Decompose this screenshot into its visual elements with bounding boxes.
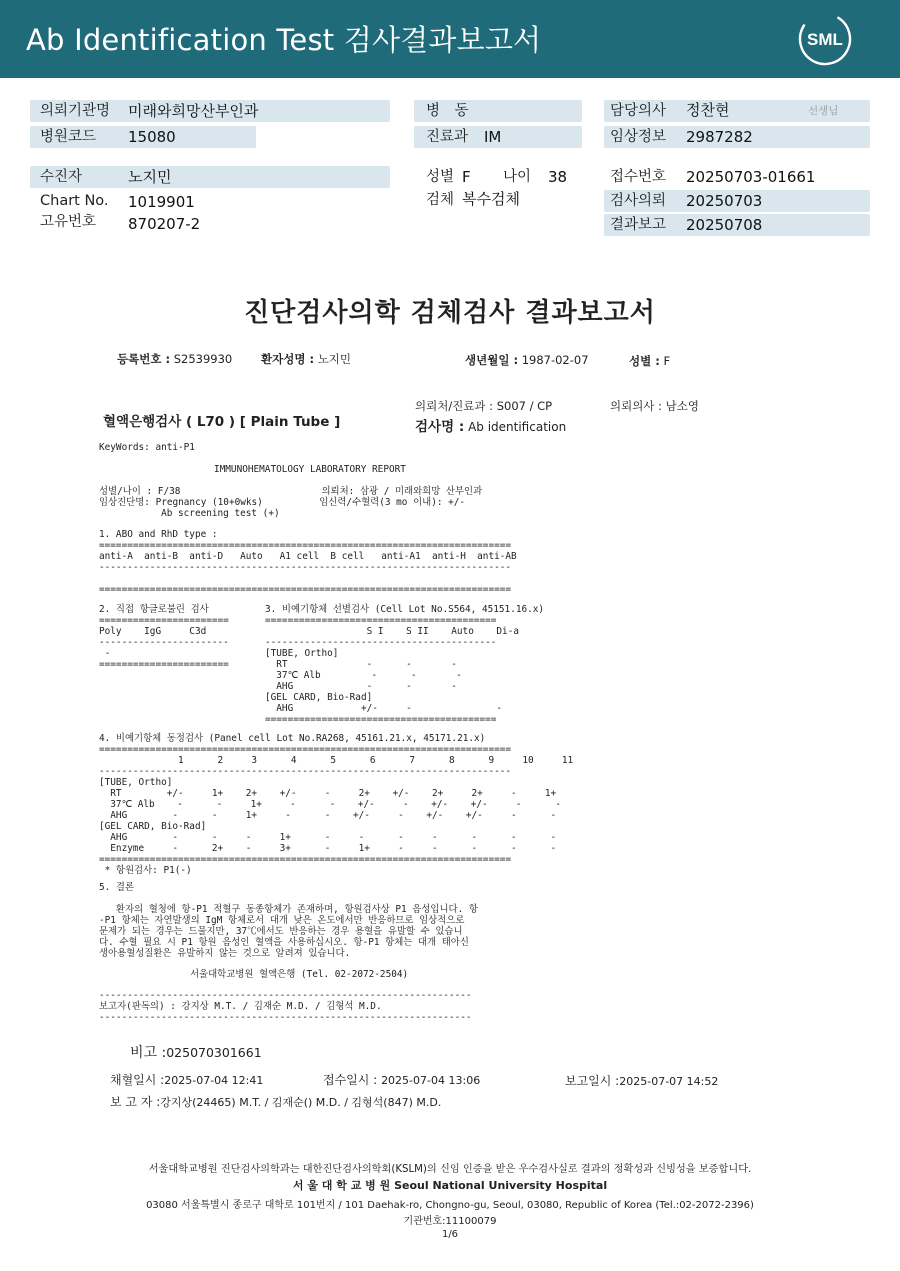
header-bar bbox=[0, 0, 900, 78]
department-label: 진료과 bbox=[426, 129, 469, 145]
patient-clinical-block: 성별/나이 : F/38 의뢰처: 삼광 / 미래와희망 산부인과 임상진단명: Pregnancy (10+0wks) 임신력/수혈력(3 mo 이내): +/- Ab screening test (+) bbox=[99, 486, 483, 519]
referrer: 의뢰처/진료과 : S007 / CP bbox=[415, 399, 553, 413]
unique-label: 고유번호 bbox=[40, 214, 97, 230]
request-label: 검사의뢰 bbox=[610, 193, 667, 209]
report-label: 결과보고 bbox=[610, 217, 667, 233]
hospital-address: 03080 서울특별시 종로구 대학로 101번지 / 101 Daehak-ro, Chongno-gu, Seoul, 03080, Republic of Korea (Tel.:02-2072-2396) bbox=[146, 1200, 754, 1211]
date-of-birth: 생년월일 : 1987-02-07 bbox=[465, 353, 589, 367]
patient-row-bg bbox=[30, 166, 390, 188]
clinical-value: 2987282 bbox=[686, 128, 753, 146]
document-title: 진단검사의학 검체검사 결과보고서 bbox=[244, 298, 656, 328]
reporter-block: ------------------------------------------------------------------ 보고자(판독의) : 강지상 M.T. / 김재순 M.D. / 김형석 M.D. ------------------------------------------------------------------ bbox=[99, 990, 472, 1023]
test-name: 검사명 : Ab identification bbox=[415, 419, 567, 435]
institution-value: 미래와희망산부인과 bbox=[128, 102, 259, 120]
requesting-doctor: 의뢰의사 : 남소영 bbox=[610, 399, 699, 413]
specimen-value: 복수검체 bbox=[462, 190, 520, 208]
conclusion-section: 5. 결론 환자의 혈청에 항-P1 적혈구 동종항체가 존재하며, 항원검사상 P1 음성입니다. 항 -P1 항체는 자연발생의 IgM 항체로서 대개 낮은 온도에서만 반응하므로 임상적으로 문제가 되는 경우는 드물지만, 37℃에서도 반응하는 경우 용혈을 유발할 수 있습니 다. 수혈 필요 시 P1 항원 음성인 혈액을 사용하십시오. 항-P1 항체는 대개 태아신 생아용혈성질환은 유발하지 않는 것으로 알려져 있습니다. bbox=[99, 882, 478, 959]
panel-section: 4. 비예기항체 동정검사 (Panel cell Lot No.RA268, 45161.21.x, 45171.21.x) ========================================================================= 1 2 3 4 5 6 7 8 9 10 11 ------------------------------------------------------------------------- [TUBE, Ortho] RT +/- 1+ 2+ +/- - 2+ +/- 2+ 2+ - 1+ 37℃ Alb - - 1+ - - +/- - +/- +/- - - AHG - - 1+ - - +/- - +/- +/- - - [GEL CARD, Bio-Rad] AHG - - - 1+ - - - - - - - Enzyme - 2+ - 3+ - 1+ - - - - - ========================================================================= * 항원검사: P1(-) bbox=[99, 733, 574, 876]
sex-value: F bbox=[462, 168, 471, 186]
dat-section: 2. 직접 항글로불린 검사 ======================= Poly IgG C3d ----------------------- - ======================= bbox=[99, 604, 229, 670]
department-value: IM bbox=[484, 128, 502, 146]
ward-label: 병 동 bbox=[426, 103, 469, 119]
sex-label: 성별 bbox=[426, 169, 455, 185]
collected-time: 채혈일시 :2025-07-04 12:41 bbox=[110, 1073, 264, 1087]
hospital-name: 서 울 대 학 교 병 원 Seoul National University Hospital bbox=[292, 1179, 608, 1192]
institution-label: 의뢰기관명 bbox=[40, 103, 111, 119]
receipt-value: 20250703-01661 bbox=[686, 168, 816, 186]
doctor-label: 담당의사 bbox=[610, 103, 667, 119]
doctor-suffix: 선생님 bbox=[808, 105, 839, 117]
received-time: 접수일시 : 2025-07-04 13:06 bbox=[323, 1073, 481, 1087]
page-number: 1/6 bbox=[441, 1229, 459, 1240]
keywords: KeyWords: anti-P1 bbox=[99, 442, 195, 453]
report-title: Ab Identification Test 검사결과보고서 bbox=[26, 23, 542, 57]
report-value: 20250708 bbox=[686, 216, 763, 234]
blood-bank-contact: 서울대학교병원 혈액은행 (Tel. 02-2072-2504) bbox=[190, 969, 409, 980]
chart-value: 1019901 bbox=[128, 193, 195, 211]
remark: 비고 :025070301661 bbox=[130, 1045, 262, 1061]
lab-report-title: IMMUNOHEMATOLOGY LABORATORY REPORT bbox=[214, 464, 406, 475]
reporter-line: 보 고 자 :강지상(24465) M.T. / 김재순() M.D. / 김형석(847) M.D. bbox=[110, 1095, 442, 1109]
doctor-value: 정찬현 bbox=[686, 101, 730, 119]
sml-logo-icon bbox=[796, 12, 854, 66]
patient-value: 노지민 bbox=[128, 168, 172, 186]
receipt-label: 접수번호 bbox=[610, 169, 667, 185]
patient-sex: 성별 : F bbox=[629, 354, 671, 368]
screening-section: 3. 비예기항체 선별검사 (Cell Lot No.S564, 45151.16.x) ========================================= S I S II Auto Di-a ----------------------------------------- [TUBE, Ortho] RT - - - 37℃ Alb - - - AHG - - - [GEL CARD, Bio-Rad] AHG +/- - - ========================================= bbox=[265, 604, 545, 725]
clinical-label: 임상정보 bbox=[610, 129, 667, 145]
request-value: 20250703 bbox=[686, 192, 763, 210]
age-value: 38 bbox=[548, 168, 568, 186]
patient-name: 환자성명 : 노지민 bbox=[261, 352, 352, 366]
age-label: 나이 bbox=[503, 169, 532, 185]
unique-value: 870207-2 bbox=[128, 215, 201, 233]
abo-rhd-section: 1. ABO and RhD type : ========================================================================= anti-A anti-B anti-D Auto A1 cell B cell anti-A1 anti-H anti-AB ------------------------------------------------------------------------- ========================================================================= bbox=[99, 529, 517, 595]
org-number: 기관번호:11100079 bbox=[403, 1216, 497, 1227]
reported-time: 보고일시 :2025-07-07 14:52 bbox=[565, 1074, 719, 1088]
hospital-code-label: 병원코드 bbox=[40, 129, 97, 145]
patient-label: 수진자 bbox=[40, 169, 83, 185]
chart-label: Chart No. bbox=[40, 193, 109, 209]
certification-note: 서울대학교병원 진단검사의학과는 대한진단검사의학회(KSLM)의 신임 인증을 받은 우수검사실로 결과의 정확성과 신빙성을 보증합니다. bbox=[148, 1164, 752, 1175]
specimen-label: 검체 bbox=[426, 192, 455, 208]
logo-text: SML bbox=[807, 30, 843, 49]
test-section: 혈액은행검사 ( L70 ) [ Plain Tube ] bbox=[103, 414, 341, 430]
reg-number: 등록번호 : S2539930 bbox=[117, 352, 233, 366]
hospital-code-value: 15080 bbox=[128, 128, 176, 146]
